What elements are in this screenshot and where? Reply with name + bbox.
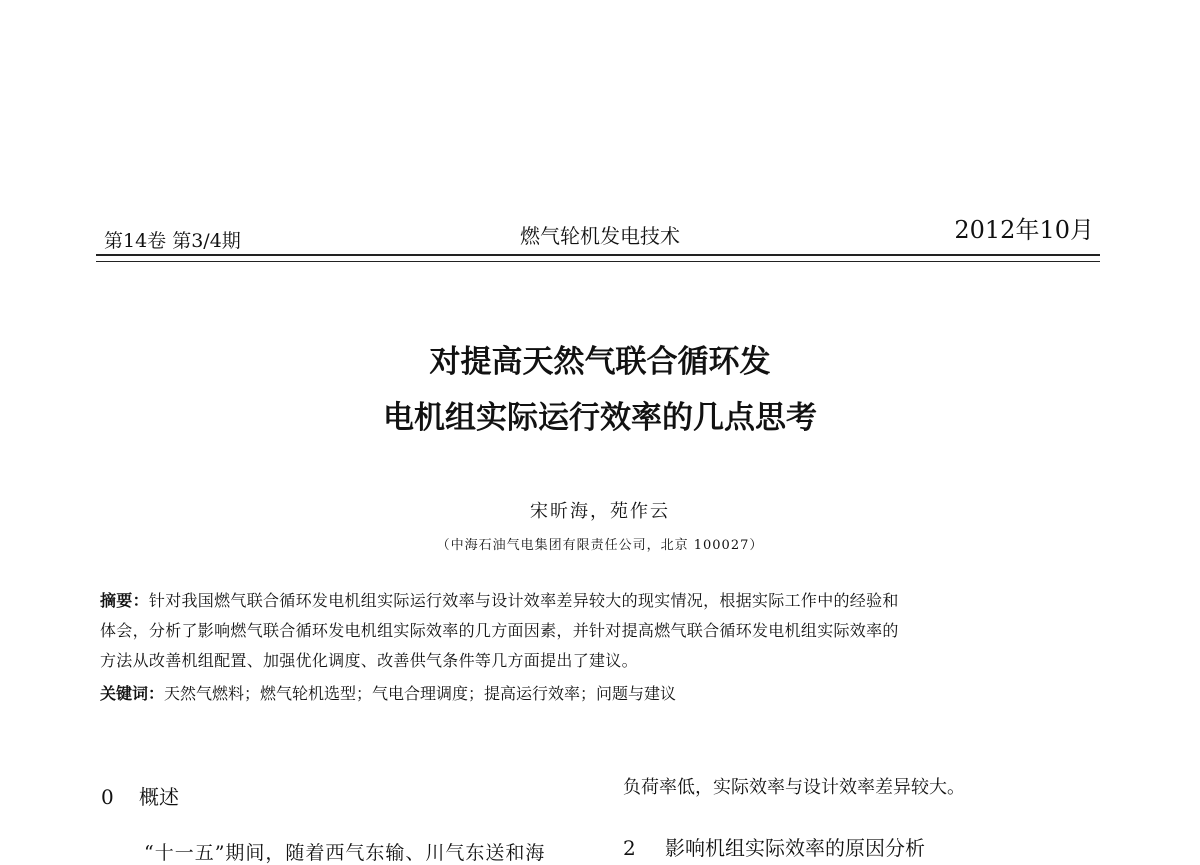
article-title-line2: 电机组实际运行效率的几点思考 [383,400,817,436]
section0-title: 概述 [139,785,179,809]
article-title-line1: 对提高天然气联合循环发 [429,344,771,380]
section0-heading [101,781,179,810]
right-column-line: 负荷率低，实际效率与设计效率差异较大。 [623,777,965,798]
authors: 宋昕海，苑作云 [530,501,670,522]
section2-number: 2 [623,836,636,860]
issue-date: 2012年10月 [954,216,1094,244]
abstract-text-line2: 体会，分析了影响燃气联合循环发电机组实际效率的几方面因素，并针对提高燃气联合循环发电机组实际效率的 [100,621,899,640]
affiliation: （中海石油气电集团有限责任公司，北京 100027） [436,538,764,553]
abstract [100,586,1110,676]
keywords-text: 天然气燃料；燃气轮机选型；气电合理调度；提高运行效率；问题与建议 [164,684,677,703]
abstract-text-line3: 方法从改善机组配置、加强优化调度、改善供气条件等几方面提出了建议。 [100,651,638,670]
left-column-partial-line: “十一五”期间，随着西气东输、川气东送和海 [144,842,546,864]
section2-title: 影响机组实际效率的原因分析 [665,836,925,860]
section0-number: 0 [101,785,114,809]
journal-name: 燃气轮机发电技术 [520,224,680,248]
abstract-label: 摘要： [100,591,149,610]
header-rule-thin [96,261,1100,262]
header-rule-thick [96,254,1100,256]
volume-issue: 第14卷 第3/4期 [104,230,241,252]
abstract-line1 [100,586,1110,616]
section2-heading [623,832,925,861]
keywords-label: 关键词： [100,684,165,703]
keywords [100,681,676,704]
abstract-text-line1: 针对我国燃气联合循环发电机组实际运行效率与设计效率差异较大的现实情况，根据实际工作中的经验和 [148,591,899,610]
